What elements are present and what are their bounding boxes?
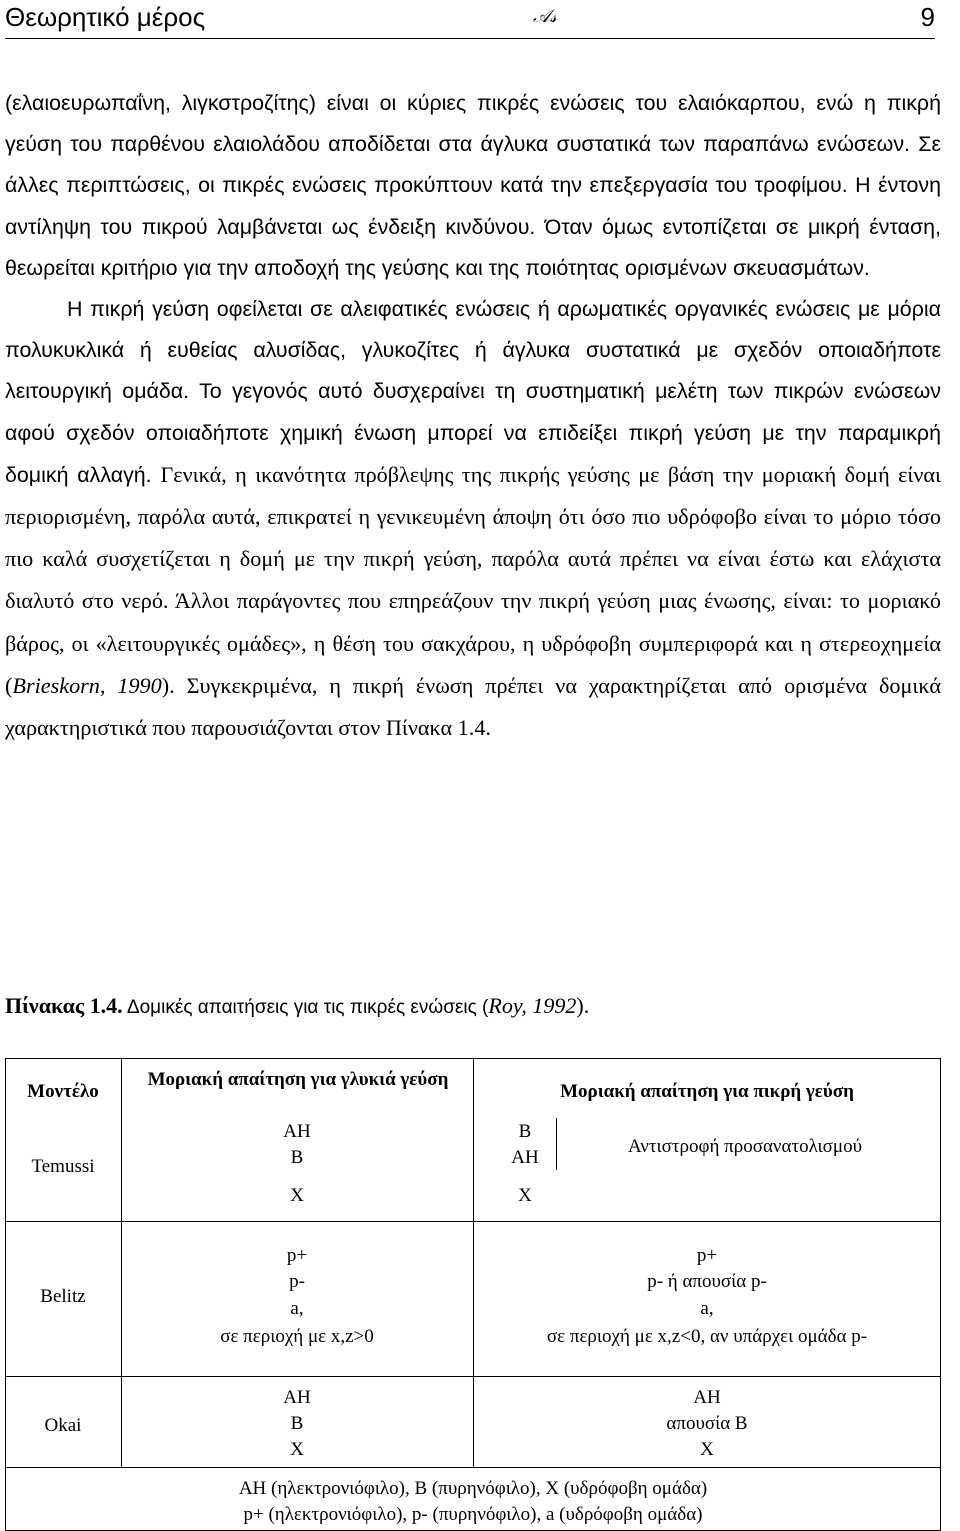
section-title: Θεωρητικό μέρος — [5, 2, 206, 32]
paragraph-2-text: Η πικρή γεύση οφείλεται σε αλειφατικές ενώσεις ή αρωματικές οργανικές ενώσεις με μόρια πολυκυκλικά ή ευθείας αλυσίδας, γλυκοζίτες ή άγλυκα συστατικά με σχεδόν οποιαδήποτε λειτουργική ομάδα. Το γεγονός αυτό δυσχεραίνει τη συστηματική μελέτη των πικρών ενώσεων αφού σχεδόν οποιαδήποτε χημική ένωση μπορεί να επιδείξει πικρή γεύση με την παραμικρή δομική αλλαγή. — [5, 297, 941, 487]
header-bitter: Μοριακή απαίτηση για πικρή γεύση — [560, 1081, 854, 1102]
temussi-sweet-b: B — [290, 1147, 304, 1168]
model-belitz: Belitz — [40, 1286, 86, 1307]
paragraph-3-main: Γενικά, η ικανότητα πρόβλεψης της πικρής γεύσης με βάση την μοριακή δομή είναι περιορισμένη, παρόλα αυτά, επικρατεί η γενικευμένη άποψη ότι όσο πιο υδρόφοβο είναι το μόριο τόσο πιο καλά συσχετίζεται η δομή με την πικρή γεύση, παρόλα αυτά πρέπει να είναι έστω και ελάχιστα διαλυτό στο νερό. Άλλοι παράγοντες που επηρεάζουν την πικρή γεύση μιας ένωσης, είναι: το μοριακό βάρος, οι «λειτουργικές ομάδες», η θέση του σακχάρου, η υδρόφοβη συμπεριφορά και η στερεοχημεία ( — [5, 461, 942, 698]
page-number: 9 — [920, 2, 935, 32]
okai-bitter-b: απουσία B — [666, 1413, 748, 1434]
belitz-sweet-1: p+ — [286, 1245, 308, 1266]
temussi-sweet-ah: AH — [283, 1121, 311, 1142]
okai-sweet-b: B — [290, 1413, 304, 1434]
belitz-bitter-2: p- ή απουσία p- — [647, 1271, 767, 1292]
okai-sweet-x: X — [290, 1439, 304, 1460]
structure-table — [5, 1058, 941, 1531]
body-text — [5, 83, 941, 749]
belitz-bitter-1: p+ — [696, 1245, 718, 1266]
temussi-bitter-note: Αντιστροφή προσανατολισμού — [627, 1136, 863, 1157]
header-rule — [5, 38, 935, 39]
belitz-bitter-3: a, — [700, 1298, 714, 1319]
temussi-bitter-ah: AH — [511, 1147, 539, 1168]
belitz-sweet-3: a, — [290, 1298, 304, 1319]
caption-text: Δομικές απαιτήσεις για τις πικρές ενώσεις ( — [122, 997, 489, 1018]
header-ornament: 𝒜𝓈 — [533, 6, 557, 26]
caption-close: ). — [576, 993, 590, 1018]
caption-citation: Roy, 1992 — [488, 993, 577, 1018]
header-model: Μοντέλο — [27, 1081, 99, 1102]
table-footnote: AH (ηλεκτρονιόφιλο), B (πυρηνόφιλο), X (υδρόφοβη ομάδα) — [238, 1478, 708, 1499]
paragraph-3-tail: ). Συγκεκριμένα, η πικρή ένωση πρέπει να χαρακτηρίζεται από ορισμένα δομικά χαρακτηριστικά που παρουσιάζονται στον Πίνακα 1.4. — [5, 672, 941, 741]
belitz-sweet-2: p- — [289, 1271, 305, 1292]
okai-bitter-ah: AH — [693, 1387, 721, 1408]
caption-label: Πίνακας 1.4. — [5, 993, 123, 1018]
header-sweet: Μοριακή απαίτηση για γλυκιά γεύση — [147, 1069, 449, 1090]
temussi-bitter-x: X — [518, 1185, 532, 1206]
page-header — [5, 0, 935, 36]
table-footnote: p+ (ηλεκτρονιόφιλο), p- (πυρηνόφιλο), a (υδρόφοβη ομάδα) — [243, 1504, 703, 1525]
temussi-bracket — [556, 1118, 557, 1170]
belitz-bitter-4: σε περιοχή με x,z<0, αν υπάρχει ομάδα p- — [546, 1326, 868, 1347]
temussi-bitter-b: B — [518, 1121, 532, 1142]
okai-bitter-x: X — [700, 1439, 714, 1460]
citation-brieskorn: Brieskorn, 1990 — [12, 672, 162, 698]
paragraph-2 — [5, 289, 941, 749]
paragraph-1: (ελαιοευρωπαΐνη, λιγκστροζίτης) είναι οι κύριες πικρές ενώσεις του ελαιόκαρπου, ενώ η πικρή γεύση του παρθένου ελαιολάδου αποδίδεται στα άγλυκα συστατικά των παραπάνω ενώσεων. Σε άλλες περιπτώσεις, οι πικρές ενώσεις προκύπτουν κατά την επεξεργασία του τροφίμου. Η έντονη αντίληψη του πικρού λαμβάνεται ως ένδειξη κινδύνου. Όταν όμως εντοπίζεται σε μικρή ένταση, θεωρείται κριτήριο για την αποδοχή της γεύσης και της ποιότητας ορισμένων σκευασμάτων. — [5, 91, 941, 280]
belitz-sweet-4: σε περιοχή με x,z>0 — [220, 1326, 374, 1347]
model-okai: Okai — [44, 1415, 82, 1436]
temussi-sweet-x: X — [290, 1185, 304, 1206]
table-caption — [5, 993, 589, 1019]
okai-sweet-ah: AH — [283, 1387, 311, 1408]
model-temussi: Temussi — [31, 1156, 95, 1177]
